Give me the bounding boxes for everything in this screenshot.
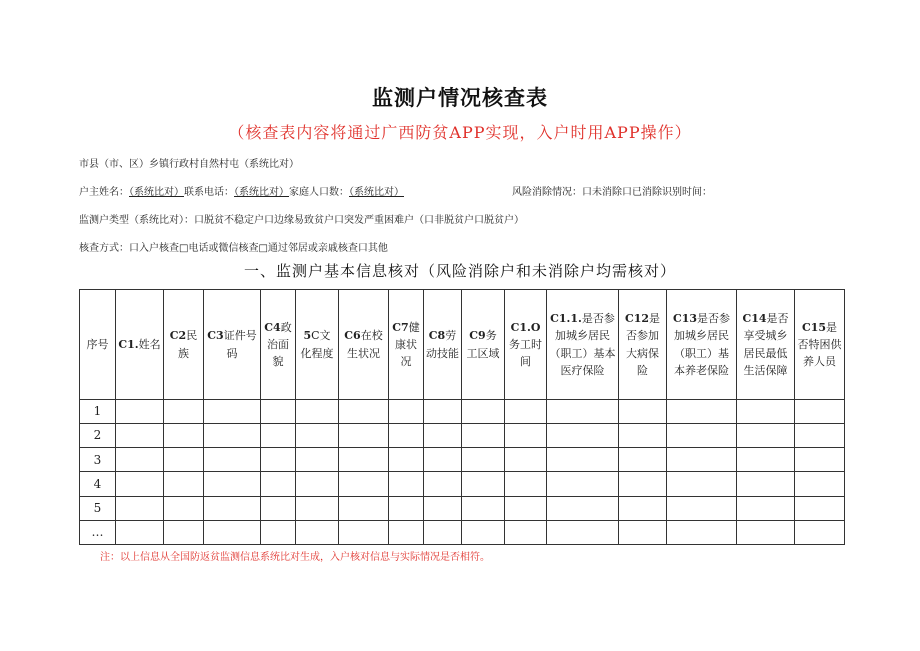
column-code: C9	[469, 329, 486, 343]
table-cell[interactable]	[505, 496, 547, 520]
table-cell[interactable]	[619, 424, 667, 448]
table-cell[interactable]	[296, 520, 339, 544]
table-cell[interactable]	[389, 448, 424, 472]
table-cell[interactable]	[547, 424, 619, 448]
table-cell[interactable]	[296, 448, 339, 472]
table-cell[interactable]	[667, 496, 737, 520]
table-cell[interactable]	[462, 400, 505, 424]
column-header	[619, 290, 667, 400]
table-header-row	[80, 290, 845, 400]
table-cell[interactable]	[795, 448, 845, 472]
table-cell[interactable]	[339, 472, 389, 496]
column-label: 是否参加大病保险	[626, 312, 661, 377]
column-code: C6	[344, 329, 361, 343]
table-cell[interactable]	[261, 448, 296, 472]
column-label: 健康状况	[395, 320, 420, 369]
table-cell[interactable]	[164, 448, 204, 472]
table-row	[80, 472, 845, 496]
table-cell[interactable]	[296, 424, 339, 448]
table-cell[interactable]	[339, 424, 389, 448]
column-code: C12	[624, 312, 650, 326]
table-cell[interactable]	[261, 400, 296, 424]
table-cell[interactable]	[547, 496, 619, 520]
column-code: C15	[801, 320, 827, 334]
column-label: 民族	[178, 329, 198, 360]
table-cell[interactable]	[339, 400, 389, 424]
column-label: 是否参加城乡居民（职工）基本养老保险	[674, 312, 731, 377]
table-cell[interactable]	[116, 472, 164, 496]
table-cell[interactable]	[261, 472, 296, 496]
table-cell[interactable]	[795, 496, 845, 520]
table-cell[interactable]	[424, 472, 462, 496]
column-header	[505, 290, 547, 400]
column-label: C文化程度	[300, 329, 334, 360]
table-cell[interactable]	[667, 424, 737, 448]
table-cell[interactable]	[462, 520, 505, 544]
column-header	[795, 290, 845, 400]
family-size-value: （系统比对）	[349, 187, 404, 198]
table-cell[interactable]	[737, 496, 795, 520]
table-cell[interactable]	[547, 448, 619, 472]
column-label: 序号	[86, 337, 109, 351]
table-cell[interactable]	[667, 448, 737, 472]
table-cell[interactable]	[667, 400, 737, 424]
page-title: 监测户情况核查表	[372, 86, 548, 110]
table-cell[interactable]	[795, 424, 845, 448]
column-header	[547, 290, 619, 400]
column-label: 务工时间	[509, 337, 542, 369]
table-cell[interactable]	[204, 472, 261, 496]
table-cell[interactable]	[795, 472, 845, 496]
table-cell[interactable]	[389, 520, 424, 544]
table-cell[interactable]	[462, 496, 505, 520]
page-subtitle: （核查表内容将通过广西防贫APP实现，入户时用APP操作）	[228, 123, 692, 142]
table-cell[interactable]	[424, 496, 462, 520]
column-header	[667, 290, 737, 400]
table-row	[80, 496, 845, 520]
table-cell[interactable]	[424, 520, 462, 544]
family-size-label: 家庭人口数：	[289, 187, 349, 198]
table-cell[interactable]	[261, 496, 296, 520]
table-cell[interactable]	[462, 448, 505, 472]
table-cell[interactable]	[547, 472, 619, 496]
table-cell[interactable]	[462, 472, 505, 496]
column-label: 务工区域	[466, 329, 500, 360]
table-cell[interactable]	[462, 424, 505, 448]
table-cell[interactable]	[547, 400, 619, 424]
table-cell[interactable]	[389, 424, 424, 448]
table-cell[interactable]	[116, 424, 164, 448]
column-code: C3	[207, 329, 224, 343]
table-cell[interactable]	[164, 400, 204, 424]
table-cell[interactable]	[424, 448, 462, 472]
column-code: C1.1.	[550, 312, 582, 326]
table-cell[interactable]	[261, 424, 296, 448]
location-line: 市县（市、区）乡镇行政村自然村屯（系统比对）	[79, 159, 299, 170]
column-code: C14	[742, 312, 767, 326]
table-cell[interactable]	[505, 472, 547, 496]
check-method-line: 核查方式：口入户核查□电话或微信核查□通过邻居或亲戚核查口其他	[79, 243, 388, 254]
column-header	[164, 290, 204, 400]
row-number: 4	[80, 472, 116, 496]
column-label: 劳动技能	[426, 329, 459, 360]
table-cell[interactable]	[389, 400, 424, 424]
column-code: 5	[303, 329, 312, 343]
table-cell[interactable]	[424, 400, 462, 424]
table-cell[interactable]	[667, 520, 737, 544]
column-header	[116, 290, 164, 400]
column-label: 是否参加城乡居民（职工）基本医疗保险	[549, 312, 616, 377]
table-cell[interactable]	[619, 400, 667, 424]
row-number: 5	[80, 496, 116, 520]
column-label: 在校生状况	[347, 329, 383, 360]
table-cell[interactable]	[424, 424, 462, 448]
table-cell[interactable]	[164, 472, 204, 496]
column-code: C4	[264, 320, 281, 334]
table-cell[interactable]	[204, 496, 261, 520]
table-cell[interactable]	[116, 448, 164, 472]
table-cell[interactable]	[204, 424, 261, 448]
phone-label: 联系电话：	[184, 187, 234, 198]
table-cell[interactable]	[795, 520, 845, 544]
column-code: C8	[428, 329, 446, 343]
household-type-line: 监测户类型（系统比对）：口脱贫不稳定户口边缘易致贫户口突发严重困难户（口非脱贫户口脱贫户）	[79, 215, 524, 226]
table-cell[interactable]	[261, 520, 296, 544]
footnote: 注：以上信息从全国防返贫监测信息系统比对生成，入户核对信息与实际情况是否相符。	[100, 552, 490, 563]
table-cell[interactable]	[737, 448, 795, 472]
row-number: 2	[80, 424, 116, 448]
column-code: C1.	[118, 337, 139, 351]
table-cell[interactable]	[619, 472, 667, 496]
table-cell[interactable]	[116, 520, 164, 544]
table-cell[interactable]	[737, 520, 795, 544]
table-body	[80, 400, 845, 545]
column-label: 是否特困供养人员	[797, 320, 842, 369]
table-cell[interactable]	[389, 496, 424, 520]
column-header	[339, 290, 389, 400]
column-label: 证件号码	[223, 329, 257, 360]
table-cell[interactable]	[164, 520, 204, 544]
column-code: C13	[672, 312, 698, 326]
table-cell[interactable]	[164, 496, 204, 520]
table-cell[interactable]	[296, 496, 339, 520]
column-header	[424, 290, 462, 400]
column-header	[296, 290, 339, 400]
table-row	[80, 520, 845, 544]
column-header	[462, 290, 505, 400]
table-cell[interactable]	[339, 448, 389, 472]
table-cell[interactable]	[204, 448, 261, 472]
table-cell[interactable]	[667, 472, 737, 496]
household-info-line	[79, 183, 404, 198]
table-cell[interactable]	[204, 520, 261, 544]
table-cell[interactable]	[547, 520, 619, 544]
table-row	[80, 424, 845, 448]
row-number: 3	[80, 448, 116, 472]
column-header	[261, 290, 296, 400]
table-cell[interactable]	[619, 496, 667, 520]
table-cell[interactable]	[296, 400, 339, 424]
household-head-label: 户主姓名：	[79, 187, 129, 198]
table-cell[interactable]	[204, 400, 261, 424]
phone-value: （系统比对）	[234, 187, 289, 198]
table-cell[interactable]	[505, 520, 547, 544]
table-cell[interactable]	[389, 472, 424, 496]
table-row	[80, 448, 845, 472]
column-header	[204, 290, 261, 400]
household-head-value: （系统比对）	[129, 187, 184, 198]
column-header	[80, 290, 116, 400]
column-code: C1.O	[510, 320, 541, 334]
section-heading: 一、监测户基本信息核对（风险消除户和未消除户均需核对）	[243, 262, 676, 280]
table-cell[interactable]	[296, 472, 339, 496]
column-header	[389, 290, 424, 400]
table-cell[interactable]	[737, 424, 795, 448]
table-cell[interactable]	[737, 400, 795, 424]
table-cell[interactable]	[619, 448, 667, 472]
table-cell[interactable]	[116, 400, 164, 424]
table-cell[interactable]	[339, 520, 389, 544]
table-cell[interactable]	[164, 424, 204, 448]
column-label: 政治面貌	[267, 320, 292, 369]
column-code: C2	[169, 329, 187, 343]
table-cell[interactable]	[505, 424, 547, 448]
table-cell[interactable]	[619, 520, 667, 544]
table-cell[interactable]	[795, 400, 845, 424]
column-label: 姓名	[138, 337, 161, 351]
row-number: 1	[80, 400, 116, 424]
column-code: C7	[392, 320, 409, 334]
table-row	[80, 400, 845, 424]
table-cell[interactable]	[116, 496, 164, 520]
table-cell[interactable]	[505, 448, 547, 472]
table-cell[interactable]	[339, 496, 389, 520]
table-cell[interactable]	[737, 472, 795, 496]
row-number: …	[80, 520, 116, 544]
column-header	[737, 290, 795, 400]
column-label: 是否享受城乡居民最低生活保障	[743, 312, 789, 377]
risk-status-line: 风险消除情况：口未消除口已消除识别时间：	[512, 187, 712, 198]
table-cell[interactable]	[505, 400, 547, 424]
basic-info-table	[79, 289, 845, 545]
